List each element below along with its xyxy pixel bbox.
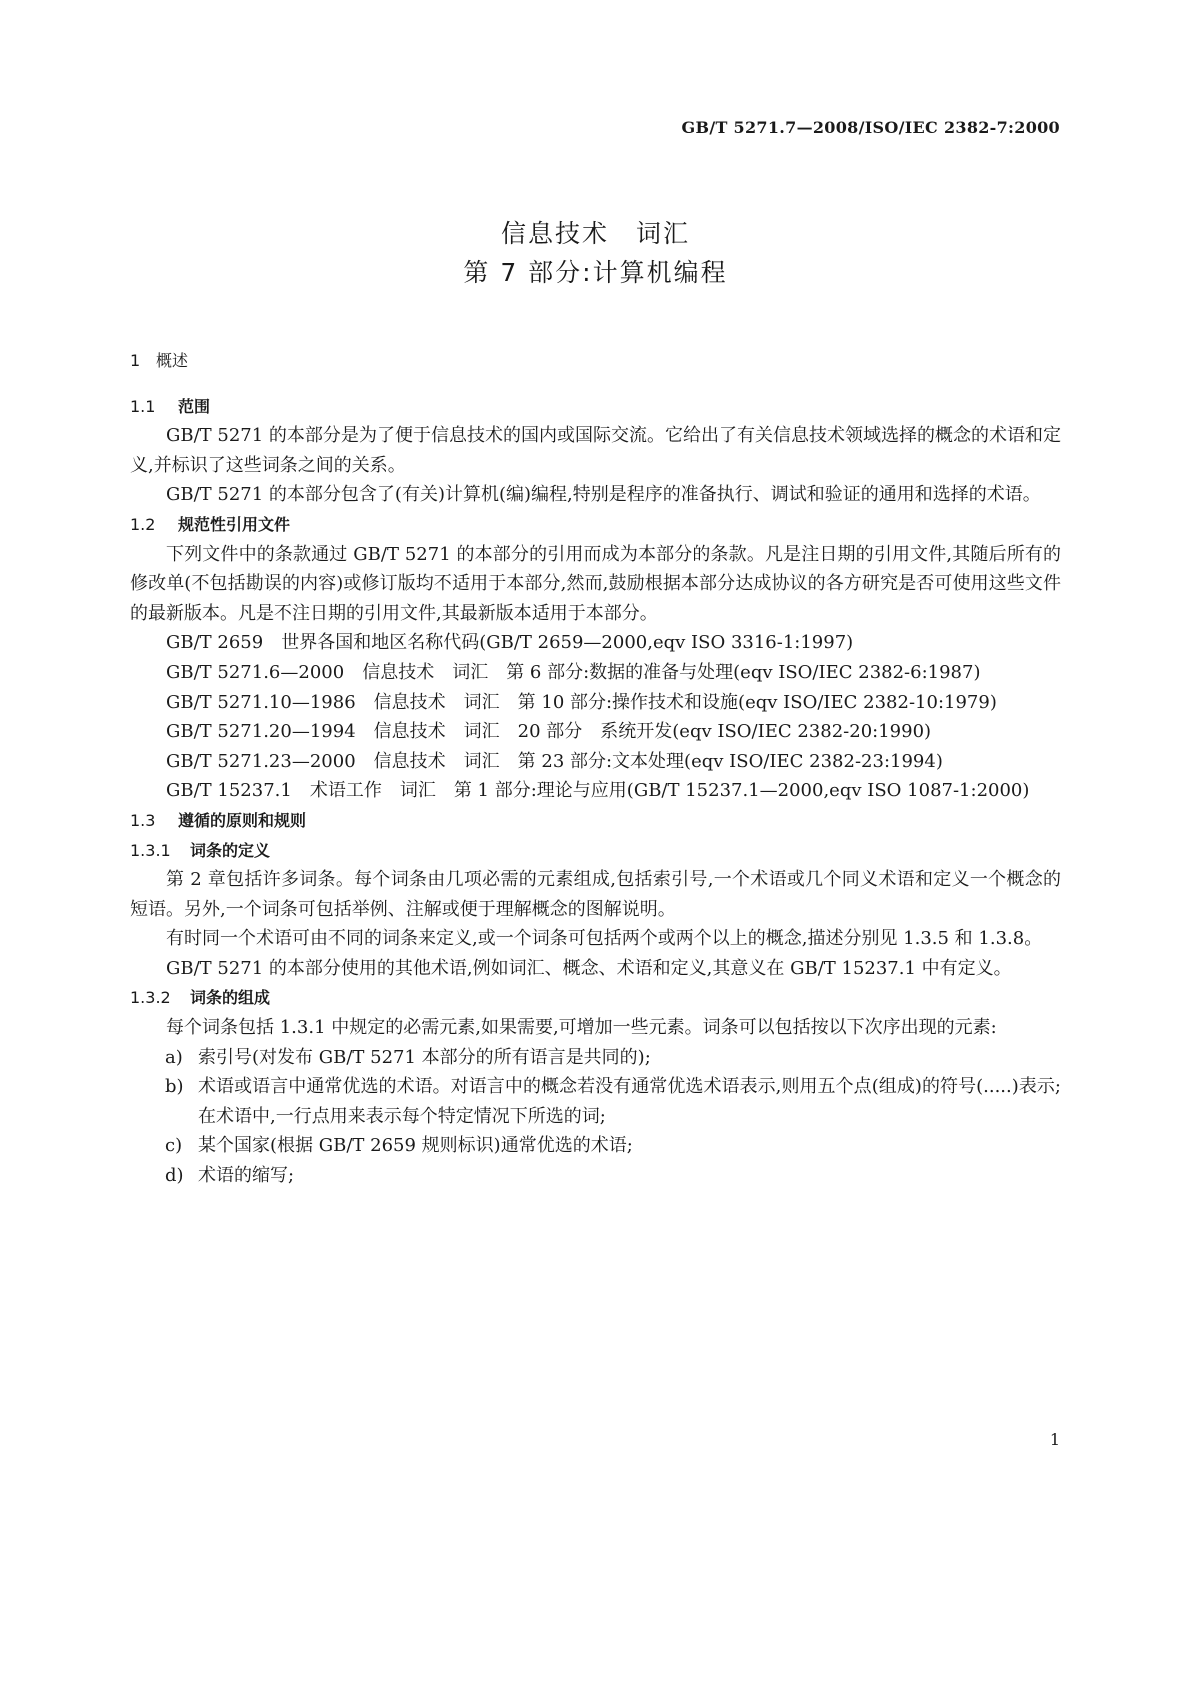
paragraph: GB/T 5271 的本部分使用的其他术语,例如词汇、概念、术语和定义,其意义在 GB/T 15237.1 中有定义。 xyxy=(166,957,1012,979)
section-heading: 1.3.1 词条的定义 xyxy=(130,840,271,860)
reference-item: GB/T 5271.10—1986 信息技术 词汇 第 10 部分:操作技术和设施(eqv ISO/IEC 2382-10:1979) xyxy=(166,691,997,713)
reference-item: GB/T 2659 世界各国和地区名称代码(GB/T 2659—2000,eqv ISO 3316-1:1997) xyxy=(166,632,854,654)
reference-item: GB/T 5271.23—2000 信息技术 词汇 第 23 部分:文本处理(eqv ISO/IEC 2382-23:1994) xyxy=(166,750,943,772)
paragraph: GB/T 5271 的本部分包含了(有关)计算机(编)编程,特别是程序的准备执行、调试和验证的通用和选择的术语。 xyxy=(166,484,1041,506)
paragraph: 下列文件中的条款通过 GB/T 5271 的本部分的引用而成为本部分的条款。凡是注日期的引用文件,其随后所有的修改单(不包括勘误的内容)或修订版均不适用于本部分,然而,鼓励根据本部分达成协议的各方研究是否可使用这些文件的最新版本。凡是不注日期的引用文件,其最新版本适用于本部分。 xyxy=(130,543,1061,624)
section-heading: 1.3 遵循的原则和规则 xyxy=(130,810,307,830)
paragraph: 第 2 章包括许多词条。每个词条由几项必需的元素组成,包括索引号,一个术语或几个同义术语和定义一个概念的短语。另外,一个词条可包括举例、注解或便于理解概念的图解说明。 xyxy=(130,869,1061,920)
standard-number-header: GB/T 5271.7—2008/ISO/IEC 2382-7:2000 xyxy=(681,118,1060,137)
document-body xyxy=(130,346,1061,1191)
list-item: d) 术语的缩写; xyxy=(165,1165,295,1187)
section-heading: 1 概述 xyxy=(130,351,189,370)
paragraph: 有时同一个术语可由不同的词条来定义,或一个词条可包括两个或两个以上的概念,描述分别见 1.3.5 和 1.3.8。 xyxy=(166,928,1043,950)
section-heading: 1.1 范围 xyxy=(130,396,211,416)
list-item: a) 索引号(对发布 GB/T 5271 本部分的所有语言是共同的); xyxy=(165,1046,651,1068)
page-number: 1 xyxy=(1049,1430,1060,1449)
document-subtitle: 第 7 部分:计算机编程 xyxy=(463,258,728,287)
document-title: 信息技术 词汇 xyxy=(500,219,690,248)
section-heading: 1.2 规范性引用文件 xyxy=(130,514,291,534)
reference-item: GB/T 5271.6—2000 信息技术 词汇 第 6 部分:数据的准备与处理(eqv ISO/IEC 2382-6:1987) xyxy=(166,661,981,683)
list-item: c) 某个国家(根据 GB/T 2659 规则标识)通常优选的术语; xyxy=(165,1135,633,1157)
reference-item: GB/T 15237.1 术语工作 词汇 第 1 部分:理论与应用(GB/T 15237.1—2000,eqv ISO 1087-1:2000) xyxy=(166,780,1030,802)
paragraph: GB/T 5271 的本部分是为了便于信息技术的国内或国际交流。它给出了有关信息技术领域选择的概念的术语和定义,并标识了这些词条之间的关系。 xyxy=(130,425,1061,476)
list-item: b) 术语或语言中通常优选的术语。对语言中的概念若没有通常优选术语表示,则用五个点(组成)的符号(.....)表示;在术语中,一行点用来表示每个特定情况下所选的词; xyxy=(165,1076,1061,1127)
paragraph: 每个词条包括 1.3.1 中规定的必需元素,如果需要,可增加一些元素。词条可以包括按以下次序出现的元素: xyxy=(166,1017,997,1039)
reference-item: GB/T 5271.20—1994 信息技术 词汇 20 部分 系统开发(eqv ISO/IEC 2382-20:1990) xyxy=(166,721,932,743)
section-heading: 1.3.2 词条的组成 xyxy=(130,988,271,1008)
